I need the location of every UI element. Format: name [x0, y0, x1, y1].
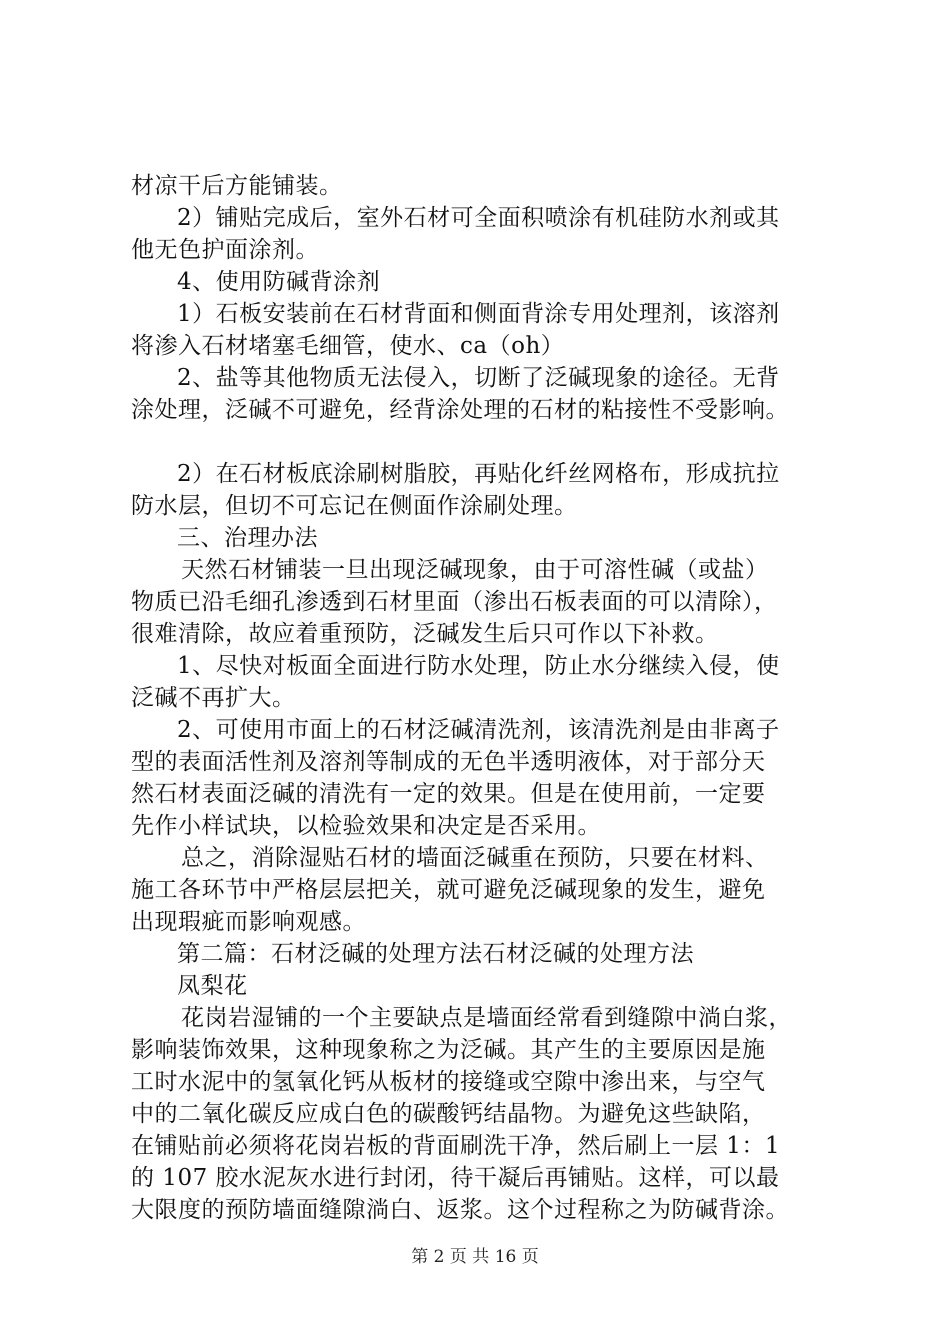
text-line: 泛碱不再扩大。 — [131, 685, 296, 711]
text-line: 4、使用防碱背涂剂 — [177, 269, 381, 295]
text-line: 2）铺贴完成后，室外石材可全面积喷涂有机硅防水剂或其 — [177, 205, 780, 231]
text-line: 涂处理，泛碱不可避免，经背涂处理的石材的粘接性不受影响。 — [131, 397, 789, 423]
text-line: 大限度的预防墙面缝隙淌白、返浆。这个过程称之为防碱背涂。 — [131, 1197, 789, 1223]
text-line: 2）在石材板底涂刷树脂胶，再贴化纤丝网格布，形成抗拉 — [177, 461, 780, 487]
text-line: 影响装饰效果，这种现象称之为泛碱。其产生的主要原因是施 — [131, 1037, 766, 1063]
page-number-footer: 第 2 页 共 16 页 — [411, 1247, 539, 1267]
text-line: 然石材表面泛碱的清洗有一定的效果。但是在使用前，一定要 — [131, 781, 766, 807]
text-line: 先作小样试块，以检验效果和决定是否采用。 — [131, 813, 601, 839]
author-line: 凤梨花 — [177, 973, 248, 999]
section-heading: 三、治理办法 — [177, 525, 318, 551]
text-line: 的 107 胶水泥灰水进行封闭，待干凝后再铺贴。这样，可以最 — [131, 1165, 780, 1191]
blank-line — [131, 426, 841, 458]
text-line: 防水层，但切不可忘记在侧面作涂刷处理。 — [131, 493, 578, 519]
text-line: 2、可使用市面上的石材泛碱清洗剂，该清洗剂是由非离子 — [177, 717, 780, 743]
text-line: 材凉干后方能铺装。 — [131, 173, 343, 199]
text-line: 很难清除，故应着重预防，泛碱发生后只可作以下补救。 — [131, 621, 719, 647]
text-line: 将渗入石材堵塞毛细管，使水、ca（oh） — [131, 333, 565, 359]
document-body — [131, 170, 841, 1226]
text-line: 在铺贴前必须将花岗岩板的背面刷洗干净，然后刷上一层 1：1 — [131, 1133, 781, 1159]
text-line: 2、盐等其他物质无法侵入，切断了泛碱现象的途径。无背 — [177, 365, 780, 391]
text-line: 工时水泥中的氢氧化钙从板材的接缝或空隙中渗出来，与空气 — [131, 1069, 766, 1095]
text-line: 施工各环节中严格层层把关，就可避免泛碱现象的发生，避免 — [131, 877, 766, 903]
text-line: 花岗岩湿铺的一个主要缺点是墙面经常看到缝隙中淌白浆， — [181, 1005, 792, 1031]
text-line: 天然石材铺装一旦出现泛碱现象，由于可溶性碱（或盐） — [181, 557, 769, 583]
chapter-heading: 第二篇：石材泛碱的处理方法石材泛碱的处理方法 — [177, 941, 694, 967]
text-line: 出现瑕疵而影响观感。 — [131, 909, 366, 935]
text-line: 型的表面活性剂及溶剂等制成的无色半透明液体，对于部分天 — [131, 749, 766, 775]
text-line: 1）石板安装前在石材背面和侧面背涂专用处理剂，该溶剂 — [177, 301, 780, 327]
text-line: 他无色护面涂剂。 — [131, 237, 319, 263]
text-line: 1、尽快对板面全面进行防水处理，防止水分继续入侵，使 — [177, 653, 780, 679]
text-line: 中的二氧化碳反应成白色的碳酸钙结晶物。为避免这些缺陷， — [131, 1101, 766, 1127]
text-line: 物质已沿毛细孔渗透到石材里面（渗出石板表面的可以清除）， — [131, 589, 778, 615]
text-line: 总之，消除湿贴石材的墙面泛碱重在预防，只要在材料、 — [181, 845, 769, 871]
